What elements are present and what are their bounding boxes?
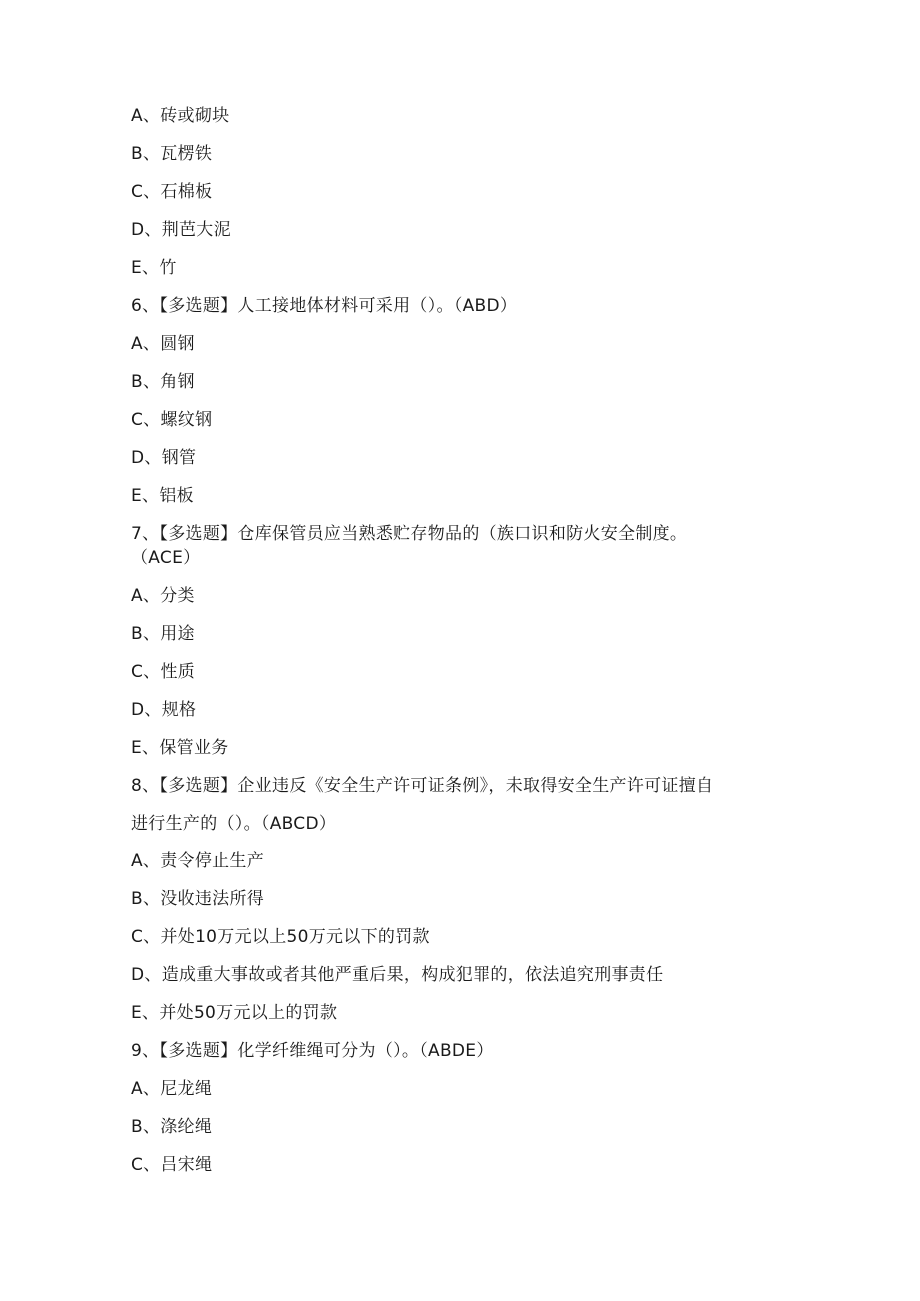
option-line: A、尼龙绳 [131, 1079, 213, 1099]
option-line: D、荆芭大泥 [131, 220, 231, 240]
option-line: C、性质 [131, 662, 196, 682]
question-line: 8、【多选题】企业违反《安全生产许可证条例》，未取得安全生产许可证擅自 [131, 776, 714, 796]
option-line: C、并处10万元以上50万元以下的罚款 [131, 927, 430, 947]
option-line: A、分类 [131, 586, 195, 606]
question-line: 6、【多选题】人工接地体材料可采用（）。（ABD） [131, 296, 518, 316]
option-line: D、规格 [131, 700, 197, 720]
option-line: E、并处50万元以上的罚款 [131, 1003, 338, 1023]
question-line: （ACE） [131, 548, 201, 568]
option-line: E、竹 [131, 258, 177, 278]
option-line: C、吕宋绳 [131, 1155, 213, 1175]
option-line: A、责令停止生产 [131, 851, 265, 871]
option-line: B、用途 [131, 624, 195, 644]
option-line: B、涤纶绳 [131, 1117, 213, 1137]
option-line: B、没收违法所得 [131, 889, 265, 909]
option-line: D、造成重大事故或者其他严重后果，构成犯罪的，依法追究刑事责任 [131, 965, 664, 985]
option-line: A、圆钢 [131, 334, 195, 354]
question-line: 7、【多选题】仓库保管员应当熟悉贮存物品的（族口识和防火安全制度。 [131, 524, 688, 544]
option-line: E、铝板 [131, 486, 194, 506]
question-line: 9、【多选题】化学纤维绳可分为（）。（ABDE） [131, 1041, 494, 1061]
question-line: 进行生产的（）。（ABCD） [131, 814, 337, 834]
option-line: B、角钢 [131, 372, 195, 392]
option-line: C、螺纹钢 [131, 410, 213, 430]
option-line: A、砖或砌块 [131, 106, 230, 126]
option-line: B、瓦楞铁 [131, 144, 213, 164]
option-line: C、石棉板 [131, 182, 213, 202]
option-line: E、保管业务 [131, 738, 229, 758]
option-line: D、钢管 [131, 448, 197, 468]
